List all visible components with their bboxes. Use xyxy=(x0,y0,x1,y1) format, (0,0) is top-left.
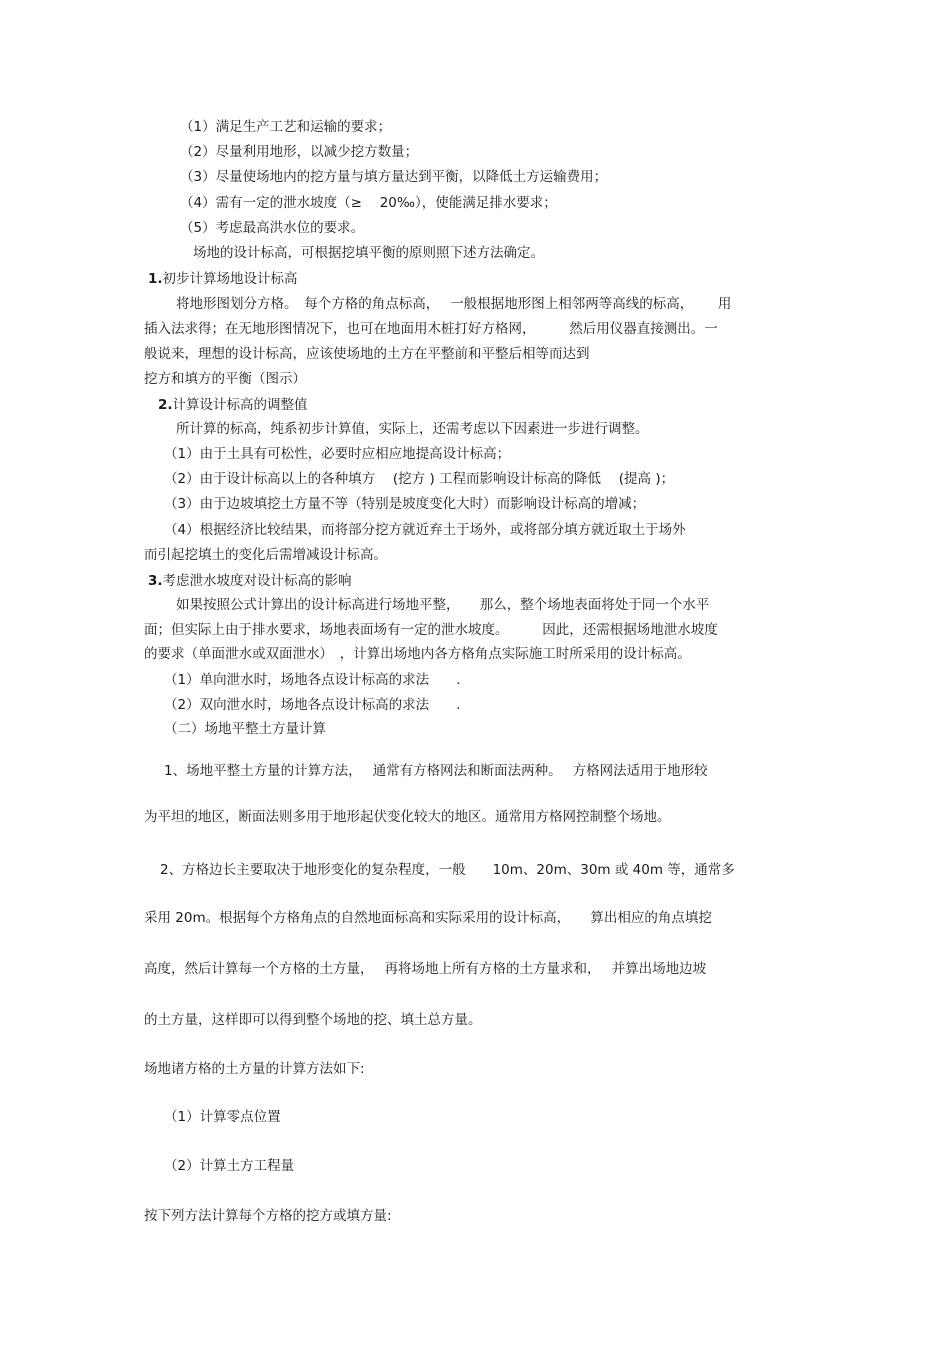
section-3-line-4: （1）单向泄水时，场地各点设计标高的求法 . xyxy=(164,672,461,688)
section-3-number: 3. xyxy=(148,573,163,589)
section-1-line-3: 般说来，理想的设计标高，应该使场地的土方在平整前和平整后相等而达到 xyxy=(144,346,590,362)
section-3-line-1: 如果按照公式计算出的设计标高进行场地平整， 那么，整个场地表面将处于同一个水平 xyxy=(176,597,710,613)
intro-paragraph: 场地的设计标高，可根据挖填平衡的原则照下述方法确定。 xyxy=(193,245,544,261)
section-3-line-5: （2）双向泄水时，场地各点设计标高的求法 . xyxy=(164,697,461,713)
section-2-title: 计算设计标高的调整值 xyxy=(172,397,308,413)
section-2-line-3: （2）由于设计标高以上的各种填方 (挖方 ) 工程而影响设计标高的降低 (提高 )； xyxy=(164,471,675,487)
section-2-line-5: （4）根据经济比较结果，而将部分挖方就近弃土于场外，或将部分填方就近取土于场外 xyxy=(164,522,686,538)
body-line-4: 采用 20m。根据每个方格角点的自然地面标高和实际采用的设计标高， 算出相应的角点填挖 xyxy=(144,910,712,926)
body-line-6: 的土方量，这样即可以得到整个场地的挖、填土总方量。 xyxy=(144,1012,482,1028)
body-line-5: 高度，然后计算每一个方格的土方量， 再将场地上所有方格的土方量求和， 并算出场地边坡 xyxy=(144,961,707,977)
body-line-10: 按下列方法计算每个方格的挖方或填方量: xyxy=(144,1208,392,1224)
subsection-heading: （二）场地平整土方量计算 xyxy=(164,721,326,737)
section-1-heading xyxy=(148,270,298,288)
section-2-line-1: 所计算的标高，纯系初步计算值，实际上，还需考虑以下因素进一步进行调整。 xyxy=(176,421,649,437)
section-1-number: 1. xyxy=(148,271,163,287)
body-line-8: （1）计算零点位置 xyxy=(164,1109,281,1125)
requirement-1: （1）满足生产工艺和运输的要求； xyxy=(180,119,392,135)
requirement-2: （2）尽量利用地形，以减少挖方数量； xyxy=(180,144,419,160)
body-line-2: 为平坦的地区，断面法则多用于地形起伏变化较大的地区。通常用方格网控制整个场地。 xyxy=(144,809,671,825)
body-line-1: 1、场地平整土方量的计算方法， 通常有方格网法和断面法两种。 方格网法适用于地形较 xyxy=(164,763,708,779)
requirement-3: （3）尽量使场地内的挖方量与填方量达到平衡，以降低土方运输费用； xyxy=(180,169,608,185)
section-3-line-3: 的要求（单面泄水或双面泄水） ，计算出场地内各方格角点实际施工时所采用的设计标高。 xyxy=(144,646,691,662)
requirement-4: （4）需有一定的泄水坡度（≥ 20‰），使能满足排水要求； xyxy=(180,195,557,211)
body-line-3: 2、方格边长主要取决于地形变化的复杂程度，一般 10m、20m、30m 或 40m 等，通常多 xyxy=(160,862,735,878)
section-3-heading xyxy=(148,572,352,590)
section-2-line-6: 而引起挖填土的变化后需增减设计标高。 xyxy=(144,547,387,563)
section-2-line-4: （3）由于边坡填挖土方量不等（特别是坡度变化大时）而影响设计标高的增减； xyxy=(164,496,646,512)
section-1-line-4: 挖方和填方的平衡（图示） xyxy=(144,371,306,387)
body-line-9: （2）计算土方工程量 xyxy=(164,1158,295,1174)
section-2-number: 2. xyxy=(158,397,173,413)
requirement-5: （5）考虑最高洪水位的要求。 xyxy=(180,220,365,236)
section-1-line-1: 将地形图划分方格。 每个方格的角点标高， 一般根据地形图上相邻两等高线的标高， 用 xyxy=(176,296,732,312)
section-1-title: 初步计算场地设计标高 xyxy=(162,271,298,287)
body-line-7: 场地诸方格的土方量的计算方法如下: xyxy=(144,1061,365,1077)
section-3-title: 考虑泄水坡度对设计标高的影响 xyxy=(162,573,352,589)
section-2-heading xyxy=(158,396,308,414)
section-2-line-2: （1）由于土具有可松性，必要时应相应地提高设计标高； xyxy=(164,446,511,462)
section-3-line-2: 面；但实际上由于排水要求，场地表面场有一定的泄水坡度。 因此，还需根据场地泄水坡度 xyxy=(144,622,718,638)
section-1-line-2: 插入法求得；在无地形图情况下，也可在地面用木桩打好方格网， 然后用仪器直接测出。一 xyxy=(144,321,718,337)
